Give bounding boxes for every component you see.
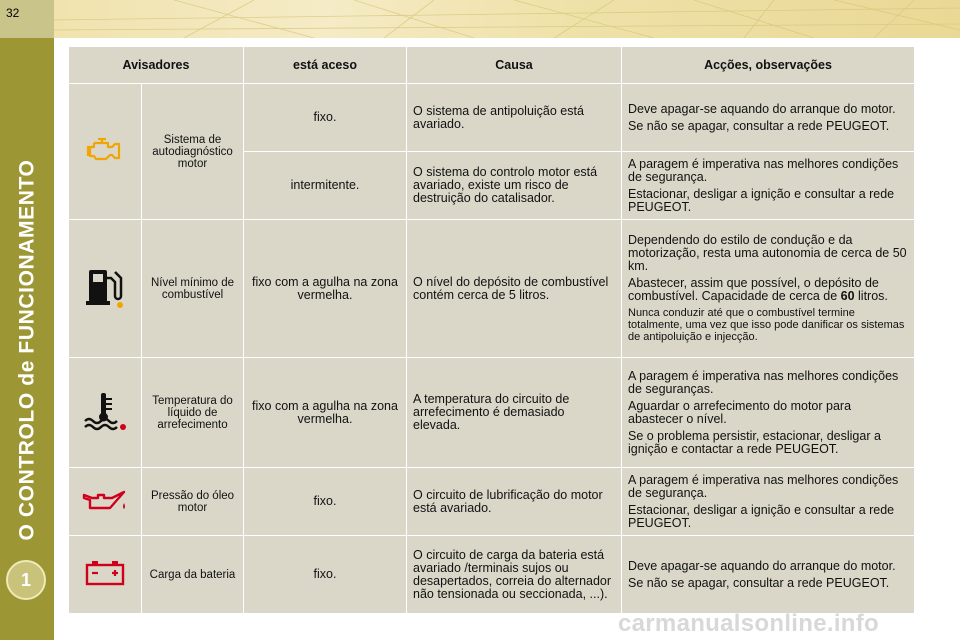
header-state: está aceso: [244, 47, 407, 84]
icon-cell: [69, 468, 142, 536]
coolant-temperature-icon: [82, 391, 128, 431]
action-text: Estacionar, desligar a ignição e consultar a rede PEUGEOT.: [628, 186, 895, 214]
fuel-capacity-text: Abastecer, assim que possível, o depósito de combustível. Capacidade de cerca de: [628, 276, 879, 303]
warning-name: Temperatura do líquido de arrefecimento: [142, 358, 244, 468]
action-text: A paragem é imperativa nas melhores condições de segurança.: [628, 472, 899, 500]
cause-cell: O circuito de lubrificação do motor está avariado.: [407, 468, 622, 536]
action-text: Se o problema persistir, estacionar, desligar a ignição e contactar a rede PEUGEOT.: [628, 428, 881, 456]
actions-cell: [622, 536, 915, 614]
state-cell: fixo.: [244, 468, 407, 536]
icon-cell: [69, 220, 142, 358]
banner-lines: [54, 0, 960, 38]
icon-cell: [69, 358, 142, 468]
actions-cell: [622, 220, 915, 358]
header-warning-lights: Avisadores: [69, 47, 244, 84]
chapter-title: O CONTROLO de FUNCIONAMENTO: [15, 159, 39, 541]
header-banner: [54, 0, 960, 38]
table-row: [69, 84, 915, 152]
actions-cell: [622, 152, 915, 220]
chapter-title-container: [4, 140, 50, 560]
cause-cell: O circuito de carga da bateria está avariado /terminais sujos ou desapertados, correia do alternador não tensionada ou seccionada, ...).: [407, 536, 622, 614]
fuel-capacity-value: 60: [840, 289, 855, 303]
action-text: Aguardar o arrefecimento do motor para abastecer o nível.: [628, 398, 852, 426]
fuel-pump-icon: [83, 264, 127, 310]
warning-name: Nível mínimo de combustível: [142, 220, 244, 358]
action-text: A paragem é imperativa nas melhores condições de segurança.: [628, 156, 899, 184]
cause-cell: O sistema do controlo motor está avariado, existe um risco de destruição do catalisador.: [407, 152, 622, 220]
header-cause: Causa: [407, 47, 622, 84]
warning-lights-table: [68, 46, 914, 614]
battery-icon: [85, 560, 125, 586]
fuel-capacity-unit: litros.: [858, 289, 888, 303]
warning-name: Sistema de autodiagnóstico motor: [142, 84, 244, 220]
page-number: 32: [0, 0, 54, 38]
state-cell: fixo com a agulha na zona vermelha.: [244, 220, 407, 358]
oil-pressure-icon: [82, 487, 128, 513]
header-actions: Acções, observações: [622, 47, 915, 84]
state-cell: fixo.: [244, 84, 407, 152]
engine-check-icon: [84, 135, 126, 165]
action-text: A paragem é imperativa nas melhores condições de seguranças.: [628, 368, 899, 396]
actions-cell: [622, 358, 915, 468]
actions-cell: [622, 84, 915, 152]
warning-name: Carga da bateria: [142, 536, 244, 614]
table-row: [69, 536, 915, 614]
state-cell: fixo.: [244, 536, 407, 614]
icon-cell: [69, 84, 142, 220]
action-text: Dependendo do estilo de condução e da motorização, resta uma autonomia de cerca de 50 km.: [628, 233, 907, 273]
warning-name: Pressão do óleo motor: [142, 468, 244, 536]
cause-cell: O sistema de antipoluição está avariado.: [407, 84, 622, 152]
chapter-number-badge: 1: [6, 560, 46, 600]
state-cell: fixo com a agulha na zona vermelha.: [244, 358, 407, 468]
table-row: [69, 358, 915, 468]
action-text: Se não se apagar, consultar a rede PEUGEOT.: [628, 118, 890, 133]
actions-cell: [622, 468, 915, 536]
table-row: [69, 468, 915, 536]
watermark: carmanualsonline.info: [618, 610, 880, 637]
action-text: Deve apagar-se aquando do arranque do motor.: [628, 558, 896, 573]
action-text: Deve apagar-se aquando do arranque do motor.: [628, 101, 896, 116]
table-row: [69, 220, 915, 358]
action-text: Estacionar, desligar a ignição e consultar a rede PEUGEOT.: [628, 502, 895, 530]
action-text: Se não se apagar, consultar a rede PEUGEOT.: [628, 575, 890, 590]
icon-cell: [69, 536, 142, 614]
action-note: Nunca conduzir até que o combustível termine totalmente, uma vez que isso pode danificar os sistemas de antipoluição e injecção.: [628, 307, 905, 343]
table-header-row: [69, 47, 915, 84]
action-text: [628, 277, 908, 303]
state-cell: intermitente.: [244, 152, 407, 220]
cause-cell: O nível do depósito de combustível contém cerca de 5 litros.: [407, 220, 622, 358]
cause-cell: A temperatura do circuito de arrefecimento é demasiado elevada.: [407, 358, 622, 468]
